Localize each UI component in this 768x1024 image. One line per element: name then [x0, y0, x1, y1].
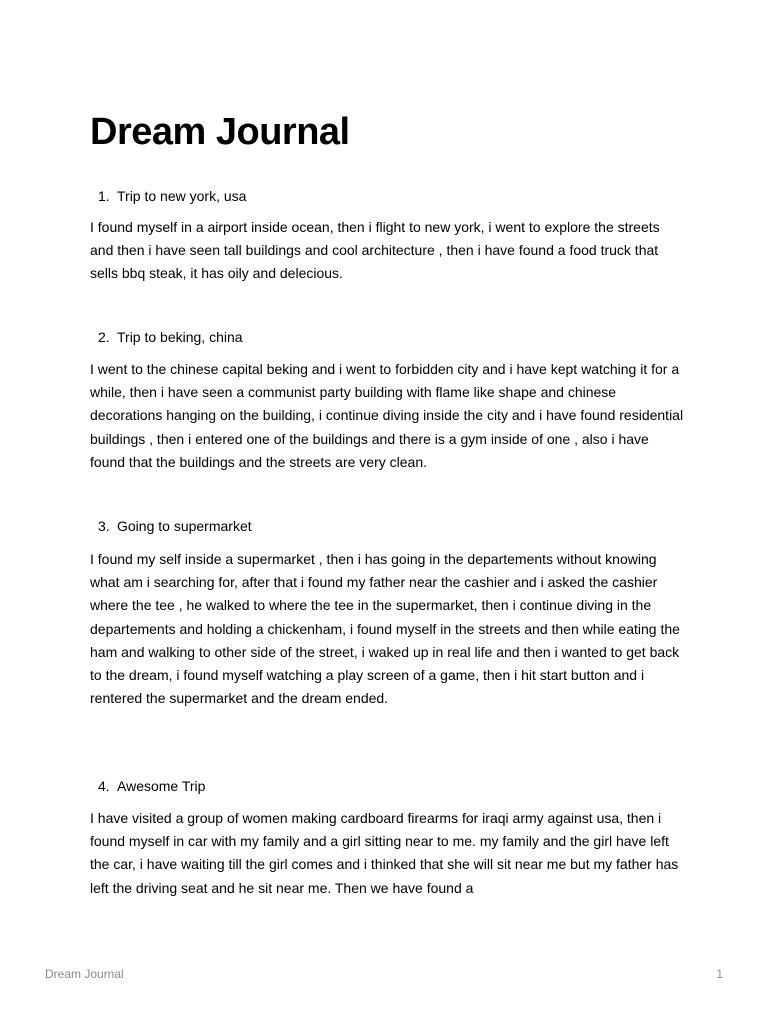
page-title: Dream Journal [90, 111, 350, 153]
entry-heading [98, 186, 246, 206]
entry-title: Trip to beking, china [117, 329, 243, 345]
entry-body: I went to the chinese capital beking and i went to forbidden city and i have kept watching it for a while, then i have seen a communist party building with flame like shape and chinese decorations hanging on the building, i continue diving inside the city and i have found residential buildings , then i entered one of the buildings and there is a gym inside of one , also i have found that the buildings and the streets are very clean. [90, 361, 684, 470]
entry-title: Going to supermarket [117, 518, 252, 534]
list-number: 4. [98, 778, 110, 794]
entry-body: I have visited a group of women making cardboard firearms for iraqi army against usa, then i found myself in car with my family and a girl sitting near to me. my family and the girl have left the car, i have waiting till the girl comes and i thinked that she will sit near me but my father has left the driving seat and he sit near me. Then we have found a [90, 810, 679, 896]
entry-body: I found my self inside a supermarket , then i has going in the departements without knowing what am i searching for, after that i found my father near the cashier and i asked the cashier where the tee , he walked to where the tee in the supermarket, then i continue diving in the departements and holding a chickenham, i found myself in the streets and then while eating the ham and walking to other side of the street, i waked up in real life and then i wanted to get back to the dream, i found myself watching a play screen of a game, then i hit start button and i rentered the supermarket and the dream ended. [90, 551, 680, 707]
entry-title: Trip to new york, usa [117, 188, 247, 204]
entry-heading [98, 516, 252, 536]
page-number: 1 [716, 967, 723, 981]
footer-title: Dream Journal [45, 967, 124, 981]
entry-title: Awesome Trip [117, 778, 206, 794]
list-number: 1. [98, 188, 110, 204]
entry-heading [98, 327, 243, 347]
list-number: 2. [98, 329, 110, 345]
entry-body: I found myself in a airport inside ocean, then i flight to new york, i went to explore the streets and then i have seen tall buildings and cool architecture , then i have found a food truck that sells bbq steak, it has oily and delecious. [90, 219, 660, 282]
list-number: 3. [98, 518, 110, 534]
entry-heading [98, 776, 205, 796]
